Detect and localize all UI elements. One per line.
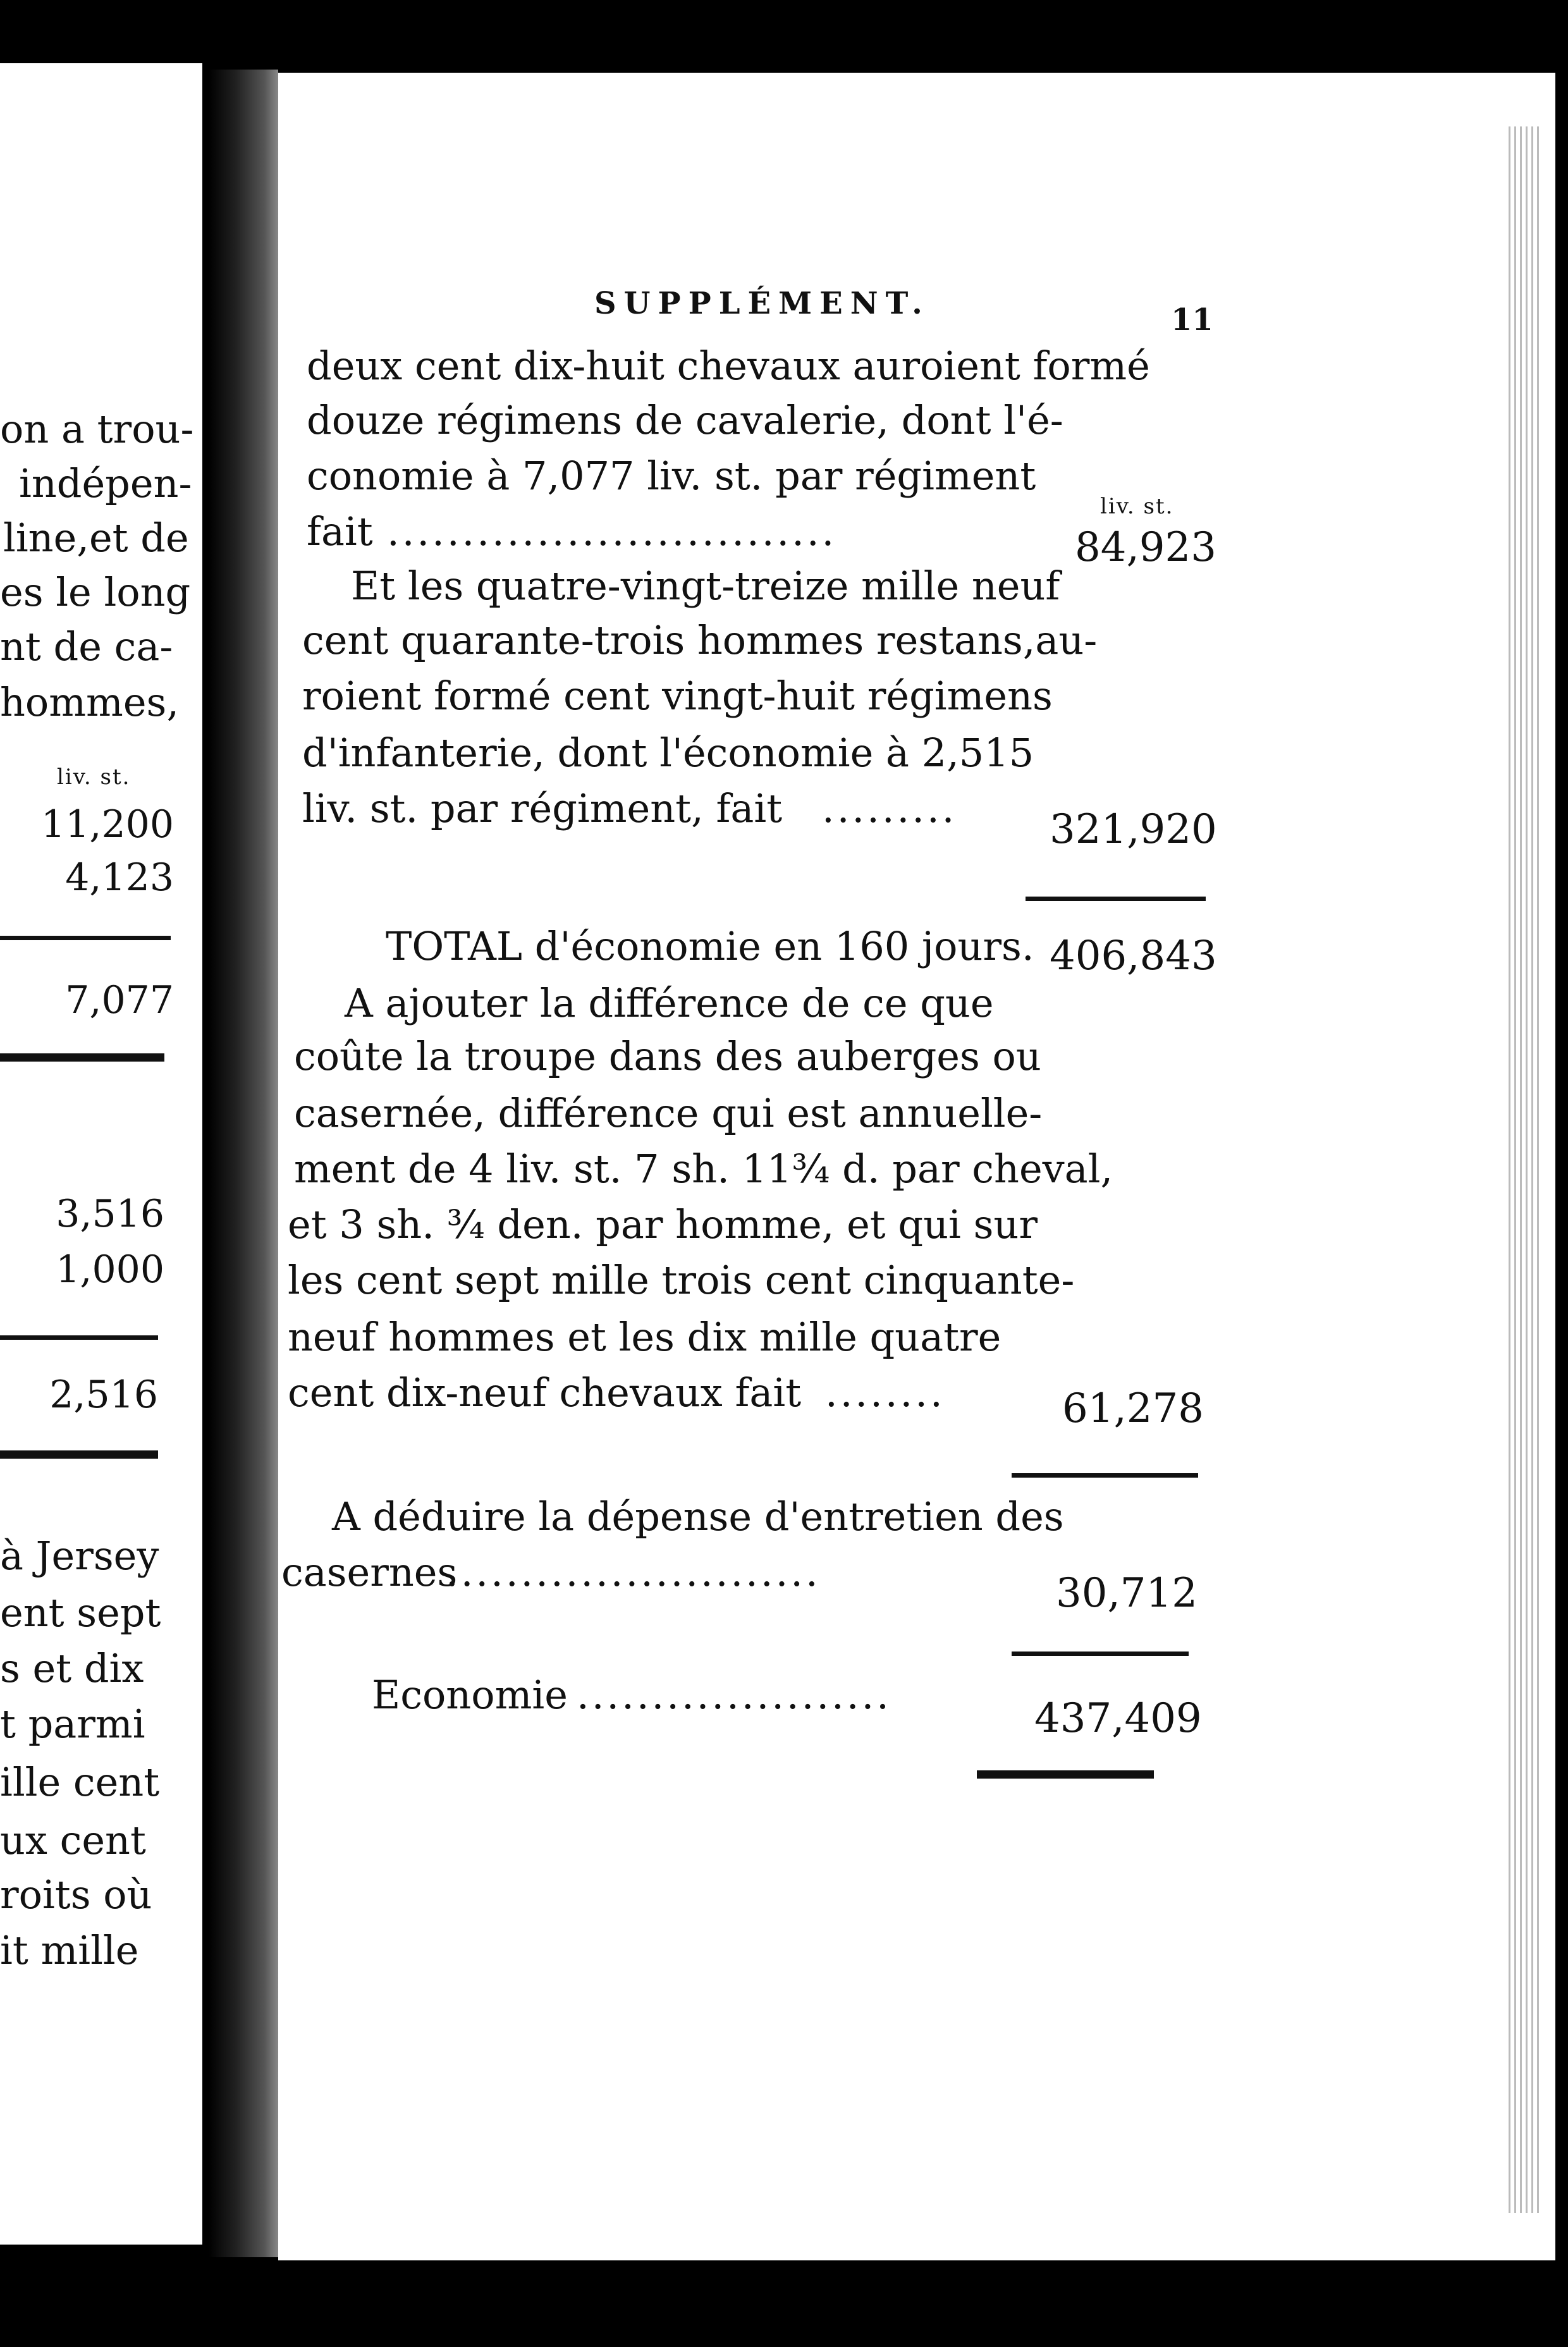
rule bbox=[1012, 1651, 1189, 1656]
left-value: 1,000 bbox=[56, 1247, 164, 1292]
text-line: cent dix-neuf chevaux fait bbox=[288, 1370, 802, 1416]
text-line: deux cent dix-huit chevaux auroient formé bbox=[307, 343, 1150, 389]
rule bbox=[977, 1770, 1154, 1779]
text-line: d'infanterie, dont l'économie à 2,515 bbox=[302, 730, 1034, 776]
rule bbox=[0, 1335, 158, 1340]
left-line: s et dix bbox=[0, 1645, 144, 1691]
page-number: 11 bbox=[1171, 302, 1213, 338]
leader-dots: .............................. bbox=[387, 508, 837, 555]
text-line: coûte la troupe dans des auberges ou bbox=[294, 1033, 1041, 1079]
leader-dots: ......................... bbox=[446, 1549, 821, 1595]
left-total: 7,077 bbox=[65, 978, 174, 1022]
left-value: 11,200 bbox=[41, 802, 174, 847]
left-line: on a trou- bbox=[0, 406, 194, 452]
left-line: nt de ca- bbox=[0, 623, 173, 670]
text-line: roient formé cent vingt-huit régimens bbox=[302, 673, 1053, 719]
rule bbox=[1026, 897, 1206, 901]
left-line: ille cent bbox=[0, 1759, 160, 1805]
rule bbox=[0, 936, 171, 940]
left-line: ent sept bbox=[0, 1590, 161, 1636]
left-line: hommes, bbox=[0, 679, 180, 725]
text-line: A déduire la dépense d'entretien des bbox=[332, 1493, 1064, 1540]
left-value: 3,516 bbox=[56, 1192, 164, 1236]
left-line: it mille bbox=[0, 1927, 139, 1973]
left-line: roits où bbox=[0, 1872, 152, 1918]
running-header: SUPPLÉMENT. bbox=[594, 286, 930, 321]
text-line: fait bbox=[307, 508, 373, 555]
left-line: line,et de bbox=[3, 515, 189, 561]
text-line: neuf hommes et les dix mille quatre bbox=[288, 1314, 1001, 1360]
left-total: 2,516 bbox=[49, 1373, 158, 1417]
text-line: Et les quatre-vingt-treize mille neuf bbox=[351, 563, 1060, 609]
text-line: les cent sept mille trois cent cinquante- bbox=[288, 1257, 1075, 1303]
text-line: A ajouter la différence de ce que bbox=[345, 980, 994, 1026]
left-page-fragment bbox=[0, 63, 202, 2245]
rule bbox=[1012, 1473, 1198, 1478]
leader-dots: ........ bbox=[825, 1370, 945, 1416]
leader-dots: ......... bbox=[822, 785, 957, 831]
leader-dots: ..................... bbox=[577, 1672, 891, 1718]
unit-label: liv. st. bbox=[1100, 494, 1174, 519]
left-unit: liv. st. bbox=[57, 764, 131, 790]
text-line: cent quarante-trois hommes restans,au- bbox=[302, 617, 1098, 663]
total-amount: 406,843 bbox=[1050, 933, 1217, 979]
text-line: douze régimens de cavalerie, dont l'é- bbox=[307, 397, 1063, 443]
text-line: ment de 4 liv. st. 7 sh. 11¾ d. par cheval, bbox=[294, 1146, 1113, 1192]
text-line: liv. st. par régiment, fait bbox=[302, 785, 783, 831]
amount: 30,712 bbox=[1056, 1570, 1197, 1617]
left-value: 4,123 bbox=[65, 855, 174, 900]
left-line: es le long bbox=[0, 569, 191, 615]
amount: 61,278 bbox=[1062, 1385, 1204, 1432]
left-line: t parmi bbox=[0, 1701, 145, 1747]
economie-label: Economie bbox=[372, 1672, 568, 1718]
book-gutter bbox=[209, 70, 278, 2257]
left-line: indépen- bbox=[19, 460, 192, 506]
rule bbox=[0, 1053, 164, 1062]
rule bbox=[0, 1450, 158, 1459]
amount: 321,920 bbox=[1050, 806, 1217, 853]
text-line: et 3 sh. ¾ den. par homme, et qui sur bbox=[288, 1201, 1038, 1247]
page-edges bbox=[1505, 126, 1543, 2213]
final-amount: 437,409 bbox=[1034, 1695, 1202, 1742]
text-line: casernée, différence qui est annuelle- bbox=[294, 1090, 1043, 1136]
total-label: TOTAL d'économie en 160 jours. bbox=[386, 923, 1034, 969]
text-line: casernes bbox=[281, 1549, 458, 1595]
left-line: à Jersey bbox=[0, 1533, 159, 1579]
text-line: conomie à 7,077 liv. st. par régiment bbox=[307, 453, 1036, 499]
left-line: ux cent bbox=[0, 1817, 146, 1863]
amount: 84,923 bbox=[1075, 524, 1216, 571]
